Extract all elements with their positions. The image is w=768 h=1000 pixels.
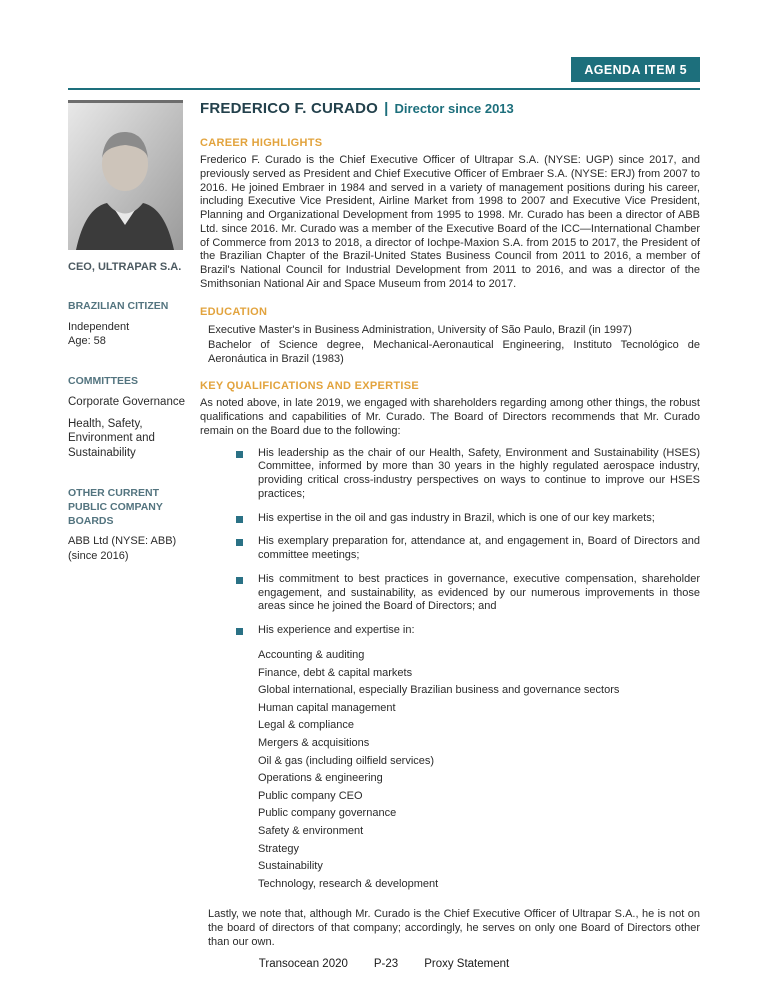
expertise-item: Human capital management <box>258 701 396 714</box>
sidebar-heading-committees: COMMITTEES <box>68 374 138 387</box>
square-bullet-icon <box>236 451 243 458</box>
sidebar-heading-other-boards: OTHER CURRENT PUBLIC COMPANY BOARDS <box>68 487 163 527</box>
bullet-text: His commitment to best practices in governance, executive compensation, shareholder engagement, and sustainability, as evidenced by our numerous improvements in those areas since he joined the Board of Directors; and <box>258 572 700 613</box>
sidebar-section-committees <box>68 375 188 461</box>
education-heading: EDUCATION <box>200 305 268 318</box>
other-board-item: ABB Ltd (NYSE: ABB) (since 2016) <box>68 535 177 562</box>
closing-paragraph: Lastly, we note that, although Mr. Curado is the Chief Executive Officer of Ultrapar S.A., he is not on the board of directors of that company; accordingly, he serves on only one Board of Directors other than our own. <box>208 908 700 948</box>
agenda-item-badge: AGENDA ITEM 5 <box>571 57 700 82</box>
expertise-item: Oil & gas (including oilfield services) <box>258 754 435 767</box>
square-bullet-icon <box>236 539 243 546</box>
page-footer <box>0 958 768 970</box>
director-tenure: Director since 2013 <box>394 101 514 116</box>
director-age: Age: 58 <box>68 335 106 348</box>
expertise-item: Strategy <box>258 842 299 855</box>
expertise-item: Global international, especially Brazilian business and governance sectors <box>258 684 620 697</box>
square-bullet-icon <box>236 577 243 584</box>
education-item: Bachelor of Science degree, Mechanical-Aeronautical Engineering, Instituto Tecnológico de Aeronáutica in Brazil (1983) <box>208 338 700 366</box>
key-qualifications-heading: KEY QUALIFICATIONS AND EXPERTISE <box>200 380 420 393</box>
expertise-item: Operations & engineering <box>258 772 383 785</box>
career-highlights-heading: CAREER HIGHLIGHTS <box>200 137 323 149</box>
bullet-text: His leadership as the chair of our Health, Safety, Environment and Sustainability (HSES) Committee, informed by more than 30 years in the highly regulated aerospace industry, providing critical cross-industry perspectives on ways to continue to improve our HSES practices; <box>258 446 700 500</box>
expertise-item: Legal & compliance <box>258 719 355 732</box>
sidebar-section-citizenship <box>68 300 188 349</box>
footer-page-number: P-23 <box>373 958 399 970</box>
footer-company-year: Transocean 2020 <box>258 958 348 970</box>
expertise-item: Mergers & acquisitions <box>258 736 370 749</box>
bullet-item <box>236 624 700 638</box>
square-bullet-icon <box>236 516 243 523</box>
expertise-item: Sustainability <box>258 860 323 873</box>
qualifications-intro-paragraph: As noted above, in late 2019, we engaged with shareholders regarding among other things, the robust qualifications and capabilities of Mr. Curado. The Board of Directors recommends that Mr. Curado remain on the Board due to the following: <box>200 397 700 437</box>
bullet-item <box>236 535 700 563</box>
qualifications-bullet-list <box>200 447 700 638</box>
expertise-item: Finance, debt & capital markets <box>258 666 413 679</box>
header-divider <box>68 88 700 90</box>
expertise-item: Public company CEO <box>258 789 363 802</box>
page-title <box>200 100 700 117</box>
footer-document-name: Proxy Statement <box>424 958 510 970</box>
independence-status: Independent <box>68 320 130 333</box>
education-list <box>200 323 700 367</box>
education-item: Executive Master's in Business Administration, University of São Paulo, Brazil (in 1997) <box>208 323 632 336</box>
expertise-item: Technology, research & development <box>258 877 439 890</box>
committee-item: Health, Safety, Environment and Sustainability <box>68 417 155 460</box>
bullet-item <box>236 573 700 614</box>
career-highlights-paragraph: Frederico F. Curado is the Chief Executive Officer of Ultrapar S.A. (NYSE: UGP) since 2017, and previously served as President and Chief Executive Officer of Embraer S.A. (NYSE: ERJ) from 2007 to 2016. He joined Embraer in 1984 and served in a variety of management positions during his career, including Executive Vice President, Airline Market from 1998 to 2007 and Executive Vice President, Planning and Organizational Development from 1995 to 1998. Mr. Curado has been a director of ABB Ltd. since 2016. Mr. Curado was a member of the Executive Board of the ICC—International Chamber of Commerce from 2013 to 2018, a director of Iochpe-Maxion S.A. from 2015 to 2017, the President of the Brazilian Chapter of the Brazil-United States Business Council from 2011 to 2016, a member of Brazil's National Council for Industrial Development from 2011 to 2016, and was a director of the Smithsonian National Air and Space Museum from 2014 to 2017. <box>200 154 700 290</box>
committee-item: Corporate Governance <box>68 395 185 408</box>
title-separator: | <box>384 100 389 117</box>
director-name: FREDERICO F. CURADO <box>200 100 378 117</box>
bullet-item <box>236 512 700 526</box>
bullet-item <box>236 447 700 502</box>
director-photo <box>68 100 183 250</box>
expertise-item: Public company governance <box>258 807 397 820</box>
photo-caption: CEO, ULTRAPAR S.A. <box>68 261 182 273</box>
expertise-list <box>258 648 700 893</box>
square-bullet-icon <box>236 628 243 635</box>
bullet-text: His expertise in the oil and gas industry in Brazil, which is one of our key markets; <box>258 511 655 524</box>
bullet-text: His exemplary preparation for, attendance at, and engagement in, Board of Directors and committee meetings; <box>258 535 700 562</box>
sidebar-section-other-boards <box>68 487 188 563</box>
director-profile-main <box>200 100 700 950</box>
sidebar-heading-citizenship: BRAZILIAN CITIZEN <box>68 300 169 313</box>
expertise-item: Accounting & auditing <box>258 648 365 661</box>
director-sidebar <box>68 100 188 563</box>
expertise-item: Safety & environment <box>258 824 364 837</box>
bullet-text: His experience and expertise in: <box>258 624 415 637</box>
